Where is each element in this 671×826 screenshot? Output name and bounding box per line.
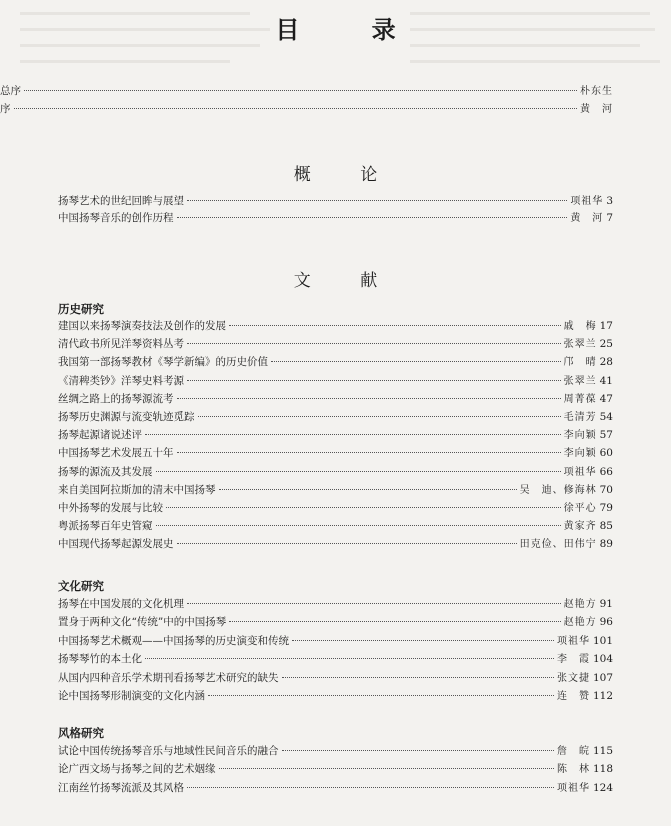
leader-dots — [229, 325, 561, 326]
entry-page: 96 — [599, 616, 613, 629]
toc-entry[interactable] — [58, 536, 613, 552]
entry-page: 25 — [599, 338, 613, 351]
entry-author: 张文捷 — [556, 672, 590, 684]
entry-title: 我国第一部扬琴教材《琴学新编》的历史价值 — [58, 356, 268, 369]
leader-dots — [145, 434, 561, 435]
entry-page: 41 — [599, 374, 613, 387]
entry-page: 17 — [599, 320, 613, 332]
entry-title: 置身于两种文化“传统”中的中国扬琴 — [58, 616, 227, 629]
toc-entry[interactable] — [0, 101, 613, 117]
entry-title: 扬琴艺术的世纪回眸与展望 — [58, 195, 184, 207]
entry-page: 79 — [599, 502, 613, 514]
bleed-through-mark — [20, 60, 230, 63]
entry-page: 85 — [599, 520, 613, 533]
leader-dots — [187, 380, 561, 381]
section-heading: 文化研究 — [58, 579, 104, 593]
leader-dots — [156, 471, 561, 472]
leader-dots — [229, 621, 560, 622]
entry-author: 赵艳方 — [563, 617, 597, 629]
entry-title: 总序 — [0, 85, 21, 97]
entry-title: 中国扬琴艺术概观——中国扬琴的历史演变和传统 — [58, 634, 289, 647]
leader-dots — [208, 695, 554, 696]
toc-entry[interactable] — [58, 409, 613, 425]
part-heading-literature: 文 献 — [293, 271, 400, 291]
toc-entry[interactable] — [58, 318, 613, 334]
toc-entry[interactable] — [58, 391, 613, 407]
entry-author: 陈 林 — [556, 764, 590, 776]
entry-page: 47 — [599, 392, 613, 405]
entry-title: 粤派扬琴百年史管窥 — [58, 520, 153, 533]
toc-entry[interactable] — [58, 373, 613, 389]
entry-title: 来自美国阿拉斯加的清末中国扬琴 — [58, 483, 216, 496]
leader-dots — [187, 200, 567, 201]
toc-entry[interactable] — [58, 500, 613, 516]
bleed-through-mark — [410, 60, 660, 63]
toc-entry[interactable] — [58, 445, 613, 461]
entry-author: 徐平心 — [563, 503, 597, 514]
toc-entry[interactable] — [58, 518, 613, 534]
toc-entry[interactable] — [58, 651, 613, 667]
entry-title: 论广西文场与扬琴之间的艺术姻缘 — [58, 763, 216, 776]
entry-page: 89 — [599, 538, 613, 551]
toc-entry[interactable] — [58, 354, 613, 370]
leader-dots — [198, 416, 561, 417]
entry-author: 邝 晴 — [563, 357, 597, 369]
entry-author: 张翠兰 — [563, 339, 597, 351]
toc-entry[interactable] — [58, 743, 613, 759]
entry-page: 57 — [599, 429, 613, 442]
entry-title: 序 — [0, 103, 11, 115]
entry-author: 连 赞 — [556, 691, 590, 702]
toc-entry[interactable] — [58, 633, 613, 649]
entry-title: 中国扬琴音乐的创作历程 — [58, 212, 174, 224]
leader-dots — [292, 640, 554, 641]
toc-entry[interactable] — [0, 83, 613, 99]
leader-dots — [177, 398, 561, 399]
entry-title: 中国现代扬琴起源发展史 — [58, 538, 174, 551]
entry-page: 118 — [592, 763, 613, 776]
toc-entry[interactable] — [58, 193, 613, 209]
entry-title: 丝绸之路上的扬琴源流考 — [58, 392, 174, 405]
leader-dots — [177, 543, 517, 544]
entry-author: 周菁葆 — [563, 393, 597, 405]
entry-title: 清代政书所见洋琴资料丛考 — [58, 338, 184, 351]
entry-author: 毛清芳 — [563, 412, 597, 423]
entry-page: 115 — [592, 745, 613, 757]
entry-page: 54 — [599, 411, 613, 423]
entry-page: 91 — [599, 598, 613, 610]
leader-dots — [166, 507, 561, 508]
entry-page: 104 — [592, 653, 613, 666]
entry-page: 28 — [599, 356, 613, 369]
toc-entry[interactable] — [58, 596, 613, 612]
entry-author: 项祖华 — [570, 196, 604, 207]
leader-dots — [24, 90, 577, 91]
entry-page: 60 — [599, 447, 613, 460]
entry-author: 田克俭、田伟宁 — [519, 539, 597, 551]
entry-title: 从国内四种音乐学术期刊看扬琴艺术研究的缺失 — [58, 671, 279, 684]
entry-page: 124 — [592, 781, 613, 794]
toc-entry[interactable] — [58, 780, 613, 796]
leader-dots — [177, 452, 561, 453]
entry-author: 项祖华 — [556, 635, 590, 647]
section-heading: 历史研究 — [58, 302, 104, 316]
entry-page: 3 — [606, 195, 613, 207]
entry-author: 李 霞 — [556, 654, 590, 666]
entry-title: 扬琴的源流及其发展 — [58, 465, 153, 478]
entry-page: 112 — [592, 690, 613, 702]
entry-author: 张翠兰 — [563, 375, 597, 387]
toc-entry[interactable] — [58, 210, 613, 226]
entry-author: 赵艳方 — [563, 599, 597, 610]
toc-entry[interactable] — [58, 427, 613, 443]
leader-dots — [14, 108, 578, 109]
entry-title: 中国扬琴艺术发展五十年 — [58, 447, 174, 460]
leader-dots — [271, 361, 561, 362]
leader-dots — [187, 603, 561, 604]
leader-dots — [282, 677, 554, 678]
entry-author: 李向颖 — [563, 430, 597, 442]
entry-author: 黄 河 — [570, 213, 604, 224]
entry-page: 107 — [592, 671, 613, 684]
entry-author: 吴 迪、修海林 — [519, 484, 597, 496]
entry-page: 70 — [599, 483, 613, 496]
entry-title: 江南丝竹扬琴流派及其风格 — [58, 781, 184, 794]
leader-dots — [145, 658, 554, 659]
part-heading-overview: 概 论 — [293, 165, 400, 185]
toc-entry[interactable] — [58, 761, 613, 777]
entry-title: 扬琴琴竹的本土化 — [58, 653, 142, 666]
leader-dots — [219, 489, 517, 490]
section-heading: 风格研究 — [58, 726, 104, 740]
entry-title: 中外扬琴的发展与比较 — [58, 502, 163, 514]
entry-title: 试论中国传统扬琴音乐与地域性民间音乐的融合 — [58, 745, 279, 757]
leader-dots — [187, 787, 554, 788]
toc-entry[interactable] — [58, 688, 613, 704]
entry-title: 扬琴在中国发展的文化机理 — [58, 598, 184, 610]
entry-author: 李向颖 — [563, 448, 597, 460]
leader-dots — [219, 768, 554, 769]
page-title: 目 录 — [275, 15, 428, 44]
entry-title: 扬琴历史渊源与流变轨迹觅踪 — [58, 411, 195, 423]
entry-page: 101 — [592, 634, 613, 647]
leader-dots — [177, 217, 568, 218]
entry-author: 黄家齐 — [563, 521, 597, 533]
entry-author: 项祖华 — [556, 782, 590, 794]
toc-entry[interactable] — [58, 670, 613, 686]
leader-dots — [156, 525, 561, 526]
entry-title: 建国以来扬琴演奏技法及创作的发展 — [58, 320, 226, 332]
entry-author: 黄 河 — [580, 104, 613, 115]
toc-entry[interactable] — [58, 464, 613, 480]
entry-author: 戚 梅 — [563, 321, 597, 332]
toc-entry[interactable] — [58, 614, 613, 630]
entry-page: 66 — [599, 465, 613, 478]
toc-entry[interactable] — [58, 482, 613, 498]
entry-page: 7 — [606, 212, 613, 224]
entry-author: 项祖华 — [563, 466, 597, 478]
entry-author: 詹 皖 — [556, 746, 590, 757]
entry-title: 论中国扬琴形制演变的文化内涵 — [58, 690, 205, 702]
entry-author: 朴东生 — [580, 86, 613, 97]
leader-dots — [282, 750, 554, 751]
entry-title: 《清稗类钞》洋琴史料考源 — [58, 374, 184, 387]
leader-dots — [187, 343, 561, 344]
entry-title: 扬琴起源诸说述评 — [58, 429, 142, 442]
toc-entry[interactable] — [58, 336, 613, 352]
